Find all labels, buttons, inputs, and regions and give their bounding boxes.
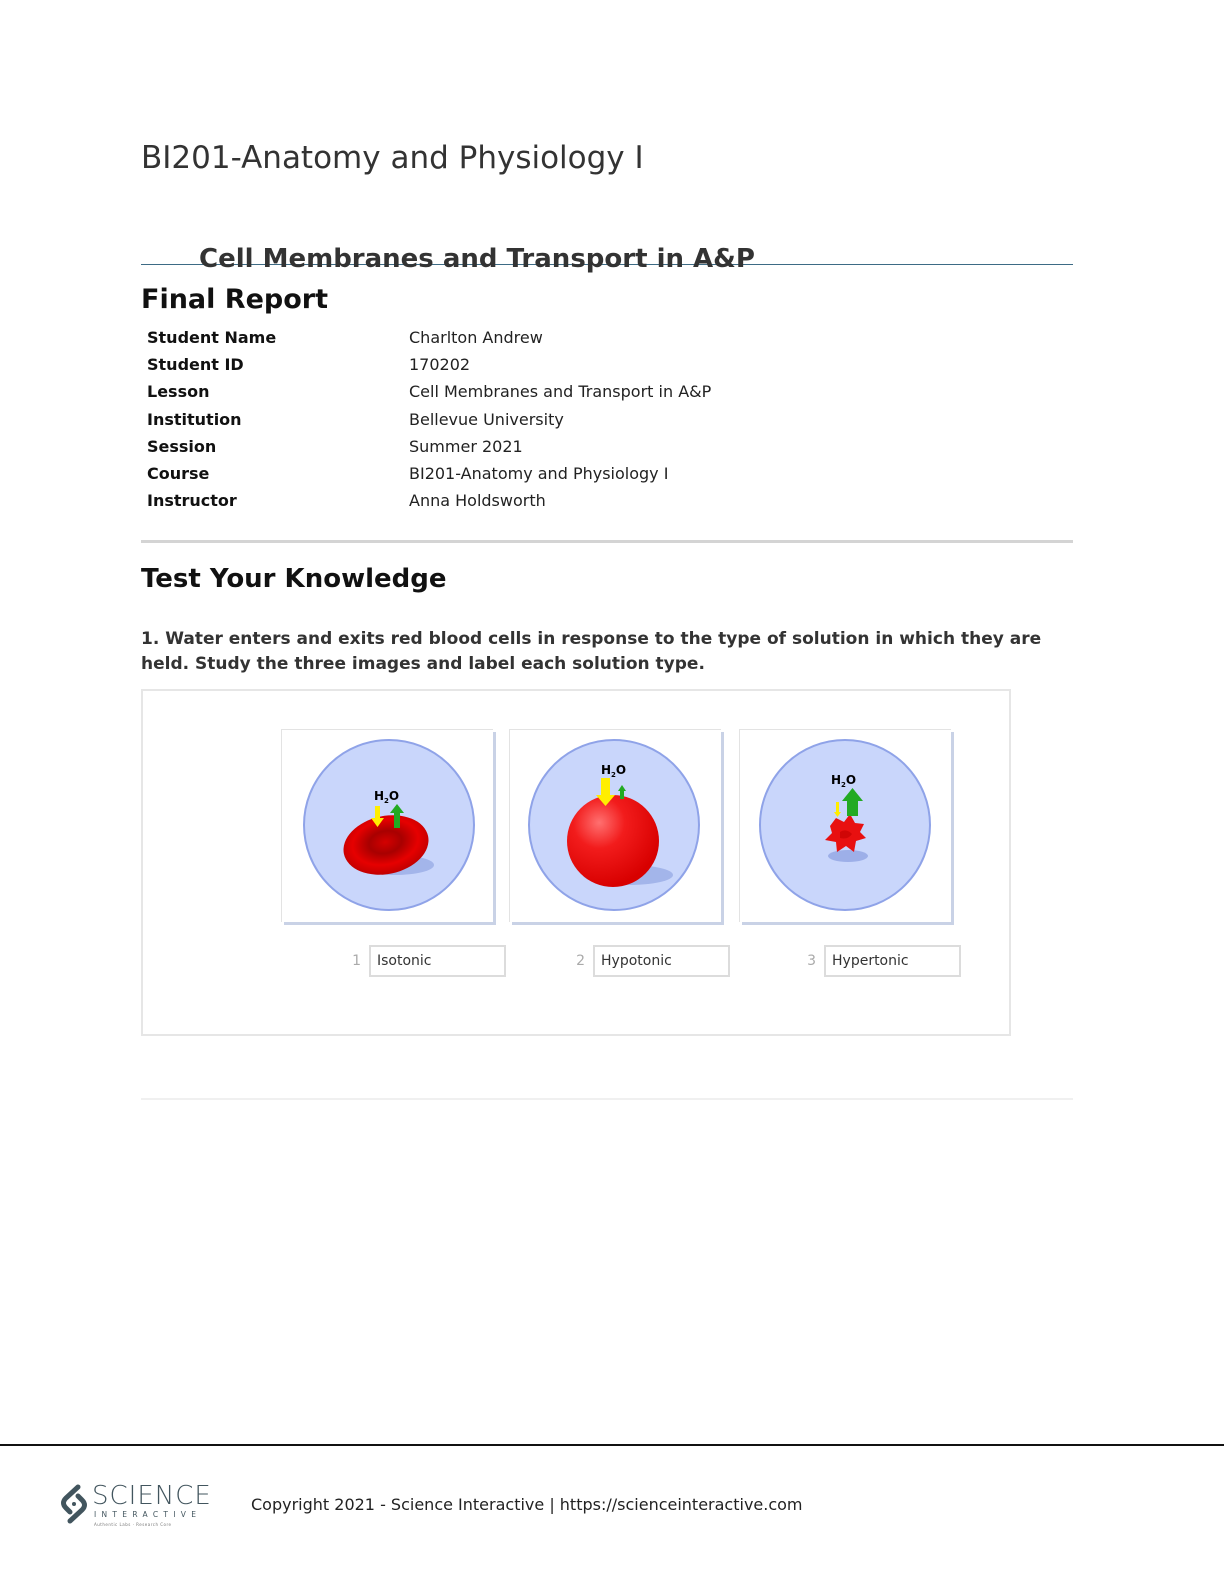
logo-tagline: Authentic Labs · Research Core (94, 1522, 172, 1527)
answer-row-1 (337, 945, 506, 977)
answer-number: 3 (807, 953, 816, 969)
info-value: 170202 (409, 355, 471, 375)
info-value: Summer 2021 (409, 436, 523, 456)
labeling-activity (141, 689, 1011, 1036)
answer-number: 2 (576, 953, 585, 969)
section-title: Test Your Knowledge (141, 564, 447, 594)
question-text: 1. Water enters and exits red blood cells in response to the type of solution in which they are held. Study the three images and label each solution type. (141, 629, 1042, 674)
cell-image-isotonic (281, 729, 493, 922)
info-row-instructor (147, 487, 847, 514)
section-divider (141, 540, 1073, 543)
answer-input-1[interactable] (369, 945, 506, 977)
cell-image-hypertonic (739, 729, 951, 922)
info-label: Lesson (147, 382, 210, 402)
lesson-title: Cell Membranes and Transport in A&P (199, 244, 755, 274)
info-label: Student Name (147, 328, 277, 348)
info-row-institution (147, 406, 847, 433)
info-row-student-id (147, 351, 847, 378)
footer-divider (0, 1444, 1224, 1446)
info-value: Anna Holdsworth (409, 491, 546, 511)
science-interactive-logo (58, 1481, 218, 1534)
svg-text:H2O: $H_2O$ (601, 763, 627, 779)
info-row-course (147, 460, 847, 487)
answer-number: 1 (352, 953, 361, 969)
content-end-divider (141, 1098, 1073, 1100)
info-label: Institution (147, 409, 242, 429)
red-blood-cell-hypotonic-icon (510, 730, 722, 923)
answer-row-3 (792, 945, 961, 977)
info-label: Session (147, 436, 217, 456)
logo-subtitle: INTERACTIVE (94, 1510, 202, 1519)
student-info-table (147, 324, 847, 514)
info-value: Cell Membranes and Transport in A&P (409, 382, 712, 402)
red-blood-cell-hypertonic-icon (740, 730, 952, 923)
red-blood-cell-isotonic-icon (282, 730, 494, 923)
info-label: Course (147, 464, 210, 484)
info-value: BI201-Anatomy and Physiology I (409, 464, 669, 484)
svg-text:H2O: $H_2O$ (831, 773, 857, 789)
logo-wordmark: SCIENCE (92, 1481, 212, 1511)
info-value: Charlton Andrew (409, 328, 543, 348)
chain-link-logo-icon (58, 1484, 90, 1524)
info-row-session (147, 433, 847, 460)
course-title: BI201-Anatomy and Physiology I (141, 140, 644, 176)
info-row-lesson (147, 378, 847, 405)
answer-input-3[interactable] (824, 945, 961, 977)
svg-text:H2O: $H_2O$ (374, 789, 400, 805)
answer-input-2[interactable] (593, 945, 730, 977)
cell-image-hypotonic (509, 729, 721, 922)
info-label: Instructor (147, 491, 237, 511)
answer-row-2 (561, 945, 730, 977)
copyright-text: Copyright 2021 - Science Interactive | https://scienceinteractive.com (251, 1495, 803, 1514)
info-label: Student ID (147, 355, 244, 375)
info-row-student-name (147, 324, 847, 351)
report-title: Final Report (141, 284, 328, 315)
info-value: Bellevue University (409, 409, 564, 429)
